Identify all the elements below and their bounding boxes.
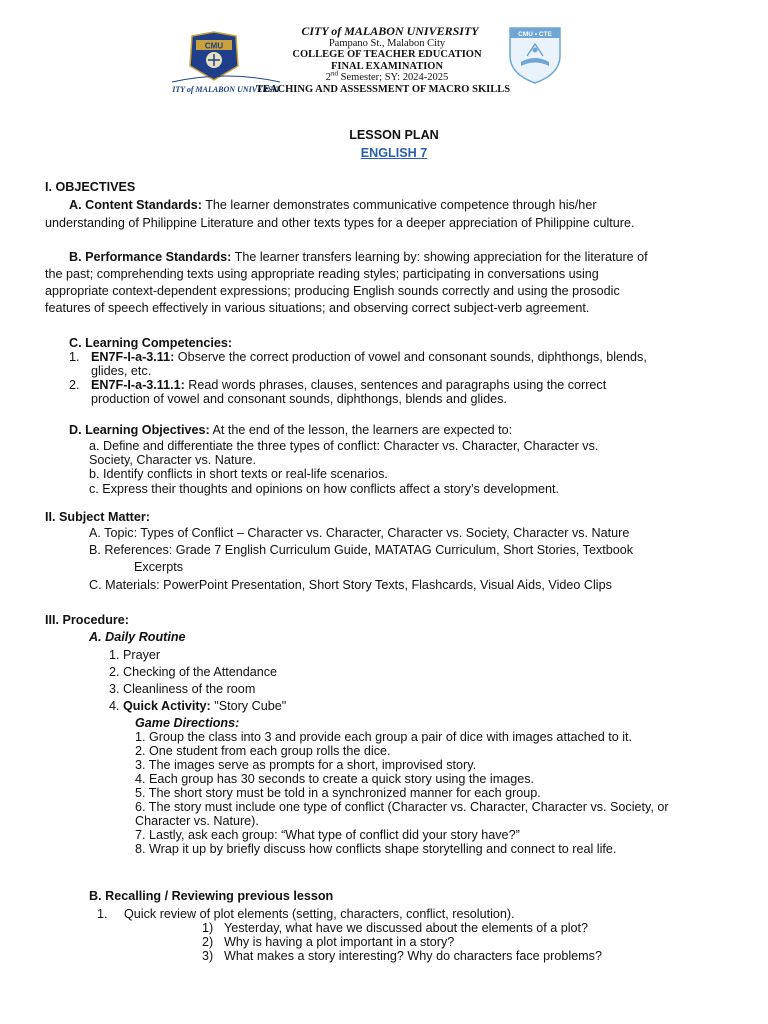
quick-activity: 4. Quick Activity: "Story Cube" bbox=[109, 699, 287, 713]
direction-item: 3. The images serve as prompts for a short, improvised story. bbox=[135, 758, 477, 772]
logo-badge-text: CMU bbox=[204, 41, 224, 51]
recall-question: 1) Yesterday, what have we discussed about the elements of a plot? bbox=[202, 921, 589, 935]
semester: 2nd Semester; SY: 2024-2025 bbox=[325, 69, 449, 84]
competencies-heading: C. Learning Competencies: bbox=[69, 336, 233, 350]
content-standards-cont: understanding of Philippine Literature and other texts types for a deeper appreciation of Philippine culture. bbox=[45, 216, 635, 230]
competency-item-cont: glides, etc. bbox=[91, 364, 152, 378]
competency-item: 1. EN7F-I-a-3.11: Observe the correct production of vowel and consonant sounds, diphthongs, blends, bbox=[69, 350, 647, 364]
topic: A. Topic: Types of Conflict – Character vs. Character, Character vs. Society, Character vs. Nature bbox=[89, 526, 630, 540]
subject-link[interactable]: ENGLISH 7 bbox=[360, 146, 428, 160]
performance-standards: B. Performance Standards: The learner transfers learning by: showing appreciation for the literature of bbox=[69, 250, 648, 264]
performance-standards-l4: features of speech effectively in various situations; and observing correct subject-verb agreement. bbox=[45, 301, 590, 315]
university-name: CITY of MALABON UNIVERSITY bbox=[301, 24, 479, 38]
recall-heading: B. Recalling / Reviewing previous lesson bbox=[89, 889, 334, 903]
exam-name: FINAL EXAMINATION bbox=[330, 60, 444, 72]
learning-objective-a: a. Define and differentiate the three types of conflict: Character vs. Character, Character vs. bbox=[89, 439, 599, 453]
recall-question: 3) What makes a story interesting? Why do characters face problems? bbox=[202, 949, 602, 963]
materials: C. Materials: PowerPoint Presentation, Short Story Texts, Flashcards, Visual Aids, Video Clips bbox=[89, 578, 612, 592]
learning-objectives: D. Learning Objectives: At the end of the lesson, the learners are expected to: bbox=[69, 423, 513, 437]
learning-objective-c: c. Express their thoughts and opinions on how conflicts affect a story’s development. bbox=[89, 482, 559, 496]
daily-routine-heading: A. Daily Routine bbox=[89, 630, 186, 644]
performance-standards-l3: appropriate context-dependent expressions; producing English sounds correctly and using the prosodic bbox=[45, 284, 620, 298]
direction-item: 8. Wrap it up by briefly discuss how conflicts shape storytelling and connect to real life. bbox=[135, 842, 617, 856]
performance-standards-l2: the past; comprehending texts using appropriate reading styles; participating in conversations using bbox=[45, 267, 599, 281]
direction-item: 6. The story must include one type of conflict (Character vs. Character, Character vs. Society, or bbox=[135, 800, 669, 814]
references: B. References: Grade 7 English Curriculum Guide, MATATAG Curriculum, Short Stories, Textbook bbox=[89, 543, 634, 557]
recall-item: 1. Quick review of plot elements (setting, characters, conflict, resolution). bbox=[97, 907, 515, 921]
objectives-heading: I. OBJECTIVES bbox=[45, 180, 136, 194]
routine-item: 3. Cleanliness of the room bbox=[109, 682, 256, 696]
direction-item: 7. Lastly, ask each group: “What type of conflict did your story have?” bbox=[135, 828, 520, 842]
content-standards: A. Content Standards: The learner demonstrates communicative competence through his/her bbox=[69, 198, 597, 212]
document-header bbox=[0, 26, 768, 100]
competency-item-cont: production of vowel and consonant sounds, diphthongs, blends and glides. bbox=[91, 392, 507, 406]
course-name: TEACHING AND ASSESSMENT OF MACRO SKILLS bbox=[255, 83, 511, 95]
direction-item: 5. The short story must be told in a synchronized manner for each group. bbox=[135, 786, 541, 800]
learning-objective-b: b. Identify conflicts in short texts or real-life scenarios. bbox=[89, 467, 388, 481]
college-name: COLLEGE OF TEACHER EDUCATION bbox=[292, 49, 482, 61]
direction-item-cont: Character vs. Nature). bbox=[135, 814, 259, 828]
game-directions-heading: Game Directions: bbox=[135, 716, 240, 730]
header-text bbox=[0, 26, 768, 96]
routine-item: 1. Prayer bbox=[109, 648, 161, 662]
college-logo-text: CMU • CTE bbox=[518, 31, 552, 38]
direction-item: 2. One student from each group rolls the dice. bbox=[135, 744, 391, 758]
learning-objective-a-cont: Society, Character vs. Nature. bbox=[89, 453, 257, 467]
recall-question: 2) Why is having a plot important in a story? bbox=[202, 935, 455, 949]
page-title: LESSON PLAN bbox=[349, 128, 439, 142]
procedure-heading: III. Procedure: bbox=[45, 613, 129, 627]
references-cont: Excerpts bbox=[134, 560, 183, 574]
subject-matter-heading: II. Subject Matter: bbox=[45, 510, 150, 524]
logo-caption: CITY of MALABON UNIVERSITY bbox=[172, 85, 280, 94]
routine-item: 2. Checking of the Attendance bbox=[109, 665, 278, 679]
direction-item: 1. Group the class into 3 and provide each group a pair of dice with images attached to it. bbox=[135, 730, 633, 744]
direction-item: 4. Each group has 30 seconds to create a quick story using the images. bbox=[135, 772, 535, 786]
competency-item: 2. EN7F-I-a-3.11.1: Read words phrases, clauses, sentences and paragraphs using the correct bbox=[69, 378, 607, 392]
university-address: Pampano St., Malabon City bbox=[328, 37, 446, 49]
